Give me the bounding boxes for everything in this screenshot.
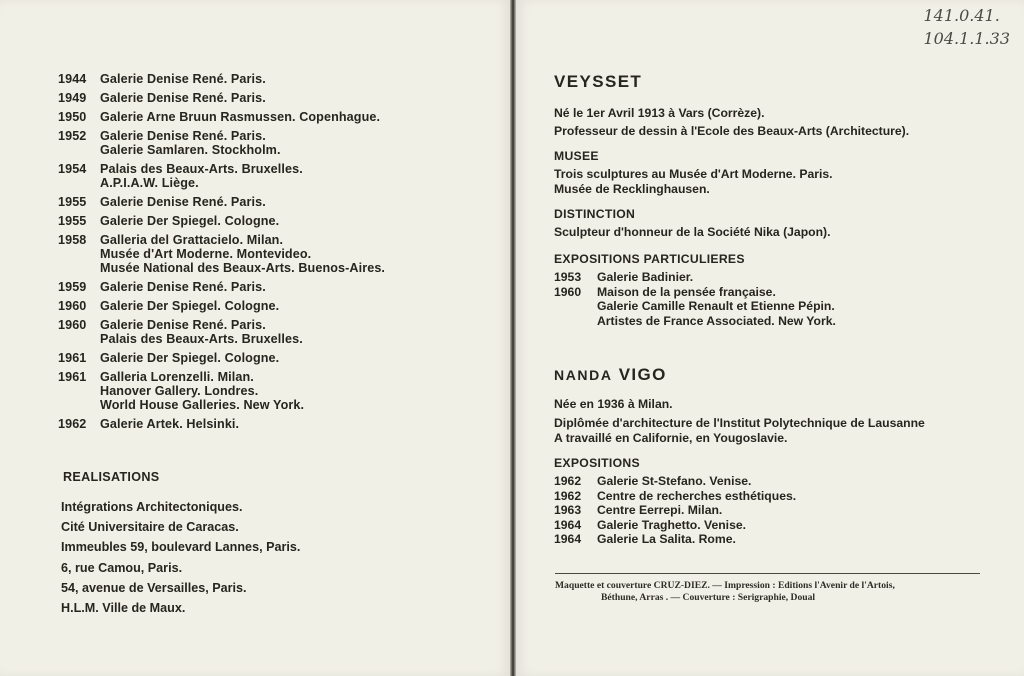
expositions-heading: EXPOSITIONS (554, 456, 640, 470)
musee-line: Trois sculptures au Musée d'Art Moderne. Paris. (554, 167, 833, 181)
vigo-section (554, 365, 994, 547)
musee-heading: MUSEE (554, 149, 599, 163)
entry-text: Galerie Arne Bruun Rasmussen. Copenhague. (100, 110, 381, 124)
exhibition-entry (58, 129, 488, 157)
bio-line: Née en 1936 à Milan. (554, 397, 673, 411)
entry-text: Galerie Denise René. Paris. (100, 318, 266, 332)
entry-year: 1949 (58, 91, 87, 105)
realisation-item: Cité Universitaire de Caracas. (61, 520, 239, 535)
realisations-heading: REALISATIONS (63, 470, 160, 484)
exhibition-entry (58, 214, 488, 228)
entry-year: 1961 (58, 370, 87, 384)
realisation-item: Immeubles 59, boulevard Lannes, Paris. (61, 540, 301, 555)
distinction-heading: DISTINCTION (554, 207, 636, 221)
exhibition-entry (58, 351, 488, 365)
exhibition-entry (58, 299, 488, 313)
colophon-line-1: Maquette et couverture CRUZ-DIEZ. — Impression : Editions l'Avenir de l'Artois, (555, 580, 895, 591)
expo-year: 1960 (554, 284, 582, 299)
handwritten-line-1: 141.0.41. (923, 6, 1000, 25)
entry-text: Galerie Denise René. Paris. (100, 91, 266, 105)
expo-row (554, 489, 994, 504)
expo-year: 1964 (554, 532, 582, 546)
expo-row (554, 532, 994, 547)
expo-text: Galerie La Salita. Rome. (597, 532, 736, 546)
expo-text: Centre Eerrepi. Milan. (597, 503, 723, 517)
bio-line: Diplômée d'architecture de l'Institut Polytechnique de Lausanne (554, 416, 925, 430)
exhibition-entry (58, 110, 488, 124)
entry-year: 1954 (58, 162, 87, 176)
entry-text: Galerie Der Spiegel. Cologne. (100, 351, 280, 365)
entry-year: 1961 (58, 351, 87, 365)
expo-year: 1963 (554, 503, 582, 517)
entry-year: 1944 (58, 72, 87, 86)
exhibition-entry (58, 370, 488, 412)
entry-text: Galerie Der Spiegel. Cologne. (100, 214, 280, 228)
entry-year: 1962 (58, 417, 87, 431)
expo-year: 1964 (554, 517, 582, 532)
exhibition-entry (58, 318, 488, 346)
exhibition-entry (58, 91, 488, 105)
entry-text: Palais des Beaux-Arts. Bruxelles. (100, 332, 303, 346)
entry-text: Galerie Der Spiegel. Cologne. (100, 299, 280, 313)
entry-text: World House Galleries. New York. (100, 398, 305, 412)
artist-last-name: VIGO (618, 365, 667, 384)
entry-year: 1950 (58, 110, 87, 124)
entry-text: A.P.I.A.W. Liège. (100, 176, 199, 190)
veysset-section (554, 72, 994, 328)
expo-row (554, 285, 994, 329)
expo-text: Artistes de France Associated. New York. (597, 313, 836, 328)
colophon (555, 580, 985, 604)
exhibition-entry (58, 280, 488, 294)
artist-name-veysset: VEYSSET (554, 72, 643, 91)
exhibition-entry (58, 72, 488, 86)
expo-year: 1962 (554, 488, 582, 503)
expo-row (554, 518, 994, 533)
realisation-item: 54, avenue de Versailles, Paris. (61, 580, 247, 595)
exhibition-list (58, 72, 488, 436)
exhibition-entry (58, 162, 488, 190)
entry-year: 1952 (58, 129, 87, 143)
entry-text: Galerie Artek. Helsinki. (100, 417, 240, 431)
entry-text: Galerie Denise René. Paris. (100, 195, 266, 209)
entry-text: Hanover Gallery. Londres. (100, 384, 259, 398)
entry-text: Galerie Denise René. Paris. (100, 129, 266, 143)
realisation-item: H.L.M. Ville de Maux. (61, 600, 186, 615)
entry-year: 1960 (58, 318, 87, 332)
footer-divider (555, 573, 980, 574)
expo-text: Centre de recherches esthétiques. (597, 488, 797, 503)
expo-row (554, 474, 994, 489)
bio-line: A travaillé en Californie, en Yougoslavie. (554, 431, 788, 445)
expo-year: 1962 (554, 474, 582, 488)
entry-year: 1955 (58, 195, 87, 209)
entry-text: Galleria del Grattacielo. Milan. (100, 233, 284, 247)
entry-year: 1960 (58, 299, 87, 313)
expo-text: Maison de la pensée française. (597, 284, 776, 299)
entry-year: 1959 (58, 280, 87, 294)
expo-row (554, 270, 994, 285)
entry-text: Musée d'Art Moderne. Montevideo. (100, 247, 312, 261)
exhibition-entry (58, 233, 488, 275)
bio-line: Professeur de dessin à l'Ecole des Beaux-Arts (Architecture). (554, 124, 910, 138)
entry-year: 1958 (58, 233, 87, 247)
artist-first-name: NANDA (554, 367, 613, 383)
expositions-particulieres-heading: EXPOSITIONS PARTICULIERES (554, 252, 745, 266)
entry-text: Galerie Denise René. Paris. (100, 72, 266, 86)
expo-row (554, 503, 994, 518)
expo-text: Galerie St-Stefano. Venise. (597, 474, 752, 488)
expo-text: Galerie Camille Renault et Etienne Pépin. (597, 299, 835, 313)
entry-text: Musée National des Beaux-Arts. Buenos-Aires. (100, 261, 386, 275)
expo-year: 1953 (554, 270, 582, 284)
expo-text: Galerie Badinier. (597, 270, 694, 284)
realisations-list (61, 500, 481, 621)
musee-line: Musée de Recklinghausen. (554, 182, 710, 196)
entry-text: Galleria Lorenzelli. Milan. (100, 370, 254, 384)
exhibition-entry (58, 417, 488, 431)
handwritten-line-2: 104.1.1.33 (923, 29, 1010, 48)
expo-text: Galerie Traghetto. Venise. (597, 517, 747, 532)
distinction-text: Sculpteur d'honneur de la Société Nika (Japon). (554, 225, 831, 239)
bio-line: Né le 1er Avril 1913 à Vars (Corrèze). (554, 106, 765, 120)
realisation-item: 6, rue Camou, Paris. (61, 560, 183, 575)
realisation-item: Intégrations Architectoniques. (61, 500, 243, 514)
colophon-line-2: Béthune, Arras . — Couverture : Serigraphie, Doual (601, 592, 816, 603)
artist-name-vigo (554, 365, 994, 385)
entry-year: 1955 (58, 214, 87, 228)
entry-text: Galerie Denise René. Paris. (100, 280, 266, 294)
exhibition-entry (58, 195, 488, 209)
entry-text: Palais des Beaux-Arts. Bruxelles. (100, 162, 303, 176)
handwritten-annotation (923, 4, 1010, 50)
entry-text: Galerie Samlaren. Stockholm. (100, 143, 281, 157)
